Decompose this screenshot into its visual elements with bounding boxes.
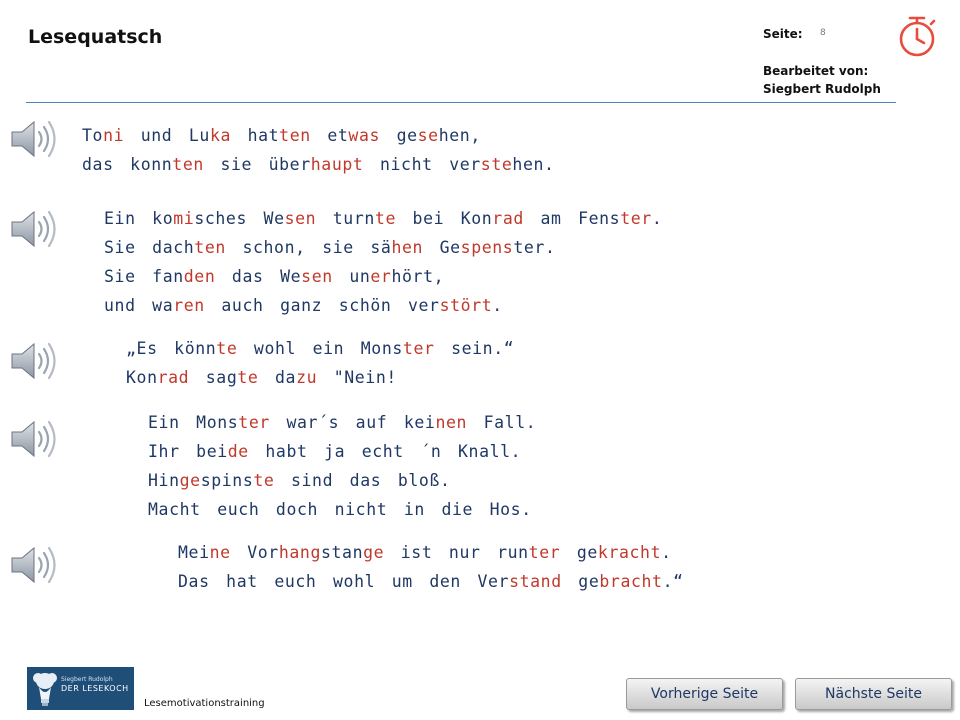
syllable: habt [265, 442, 308, 461]
syllable: Mons [196, 413, 239, 432]
syllable: run [497, 543, 529, 562]
highlighted-syllable: ka [209, 126, 232, 145]
verse-line [148, 466, 536, 495]
speaker-icon[interactable] [8, 204, 58, 254]
word-space [333, 471, 344, 490]
syllable: konn [130, 155, 173, 174]
syllable: ein [312, 339, 345, 358]
stanza-4 [148, 408, 536, 524]
syllable: ver [407, 296, 440, 315]
verse-line [126, 363, 514, 392]
word-space [344, 339, 355, 358]
word-space [425, 500, 436, 519]
highlighted-syllable: hen [391, 238, 424, 257]
highlighted-syllable: rad [157, 368, 190, 387]
syllable: Sie [104, 267, 136, 286]
word-space [384, 543, 395, 562]
syllable: nicht [379, 155, 433, 174]
syllable: Sie [104, 238, 136, 257]
syllable: wa [152, 296, 174, 315]
word-space [524, 209, 535, 228]
highlighted-syllable: sen [284, 209, 317, 228]
syllable: hen, [438, 126, 481, 145]
word-space [354, 238, 365, 257]
syllable: „Es [126, 339, 158, 358]
syllable: und [140, 126, 173, 145]
highlighted-syllable: ste [480, 155, 513, 174]
syllable: sein.“ [451, 339, 515, 358]
word-space [423, 238, 434, 257]
verse-line [178, 567, 684, 596]
syllable: turn [332, 209, 375, 228]
syllable: Mei [178, 543, 210, 562]
word-space [264, 267, 275, 286]
word-space [318, 500, 329, 519]
word-space [316, 572, 327, 591]
syllable: sag [205, 368, 238, 387]
syllable: un [349, 267, 371, 286]
syllable: echt [361, 442, 404, 461]
word-space [435, 339, 446, 358]
syllable: schon, [242, 238, 306, 257]
word-space [231, 543, 242, 562]
lesekoch-logo[interactable] [27, 667, 134, 710]
syllable: fan [152, 267, 184, 286]
highlighted-syllable: ter [620, 209, 652, 228]
syllable: ter. [513, 238, 556, 257]
syllable: stan [320, 543, 364, 562]
verse-line [82, 121, 555, 150]
stopwatch-icon[interactable] [896, 14, 938, 58]
word-space [258, 572, 269, 591]
word-space [387, 413, 398, 432]
word-space [136, 209, 147, 228]
stanza-1 [82, 121, 555, 179]
word-space [189, 368, 200, 387]
syllable: die [441, 500, 474, 519]
syllable: ge [396, 126, 418, 145]
syllable: We [280, 267, 302, 286]
syllable: ja [324, 442, 346, 461]
word-space [387, 500, 398, 519]
syllable: könn [174, 339, 217, 358]
highlighted-syllable: rad [492, 209, 524, 228]
highlighted-syllable: ren [173, 296, 205, 315]
syllable: et [327, 126, 349, 145]
syllable: euch [217, 500, 260, 519]
word-space [562, 572, 573, 591]
editor-name: Siegbert Rudolph [763, 82, 881, 96]
syllable: ge [576, 543, 598, 562]
syllable: da [275, 368, 297, 387]
syllable: . [651, 209, 663, 228]
highlighted-syllable: hang [278, 543, 321, 562]
verse-line [148, 437, 536, 466]
highlighted-syllable: ter [238, 413, 270, 432]
syllable: um [391, 572, 413, 591]
word-space [345, 442, 356, 461]
syllable: ko [152, 209, 174, 228]
syllable: Vor [247, 543, 279, 562]
word-space [333, 267, 344, 286]
word-space [114, 155, 125, 174]
highlighted-syllable: te [374, 209, 396, 228]
speaker-icon[interactable] [8, 540, 58, 590]
word-space [467, 413, 478, 432]
highlighted-syllable: mi [173, 209, 195, 228]
syllable: nur [448, 543, 481, 562]
word-space [375, 572, 386, 591]
syllable: den [429, 572, 461, 591]
word-space [201, 500, 212, 519]
word-space [210, 572, 221, 591]
syllable: Das [178, 572, 210, 591]
highlighted-syllable: te [253, 471, 275, 490]
word-space [308, 442, 319, 461]
syllable: das [82, 155, 114, 174]
syllable: hen. [512, 155, 555, 174]
word-space [441, 442, 452, 461]
syllable: Ein [148, 413, 180, 432]
highlighted-syllable: se [417, 126, 439, 145]
highlighted-syllable: ten [172, 155, 204, 174]
highlighted-syllable: nen [435, 413, 468, 432]
word-space [252, 155, 263, 174]
syllable: .“ [662, 572, 684, 591]
word-space [317, 368, 328, 387]
word-space [311, 126, 322, 145]
word-space [180, 413, 191, 432]
syllable: nicht [334, 500, 388, 519]
word-space [306, 238, 317, 257]
word-space [205, 296, 216, 315]
syllable: am [540, 209, 562, 228]
word-space [461, 572, 472, 591]
word-space [396, 209, 407, 228]
highlighted-syllable: stand [509, 572, 562, 591]
syllable: . [661, 543, 672, 562]
syllable: auf [355, 413, 388, 432]
syllable: ganz [280, 296, 323, 315]
highlighted-syllable: ge [363, 543, 385, 562]
verse-line [148, 495, 536, 524]
word-space [562, 209, 573, 228]
word-space [391, 296, 402, 315]
syllable: spins [200, 471, 254, 490]
syllable: doch [275, 500, 319, 519]
highlighted-syllable: haupt [310, 155, 364, 174]
word-space [339, 413, 350, 432]
logo-brand: DER LESEKOCH [61, 684, 129, 693]
verse-line [104, 233, 662, 262]
speaker-icon[interactable] [8, 414, 58, 464]
syllable: das [231, 267, 264, 286]
word-space [247, 209, 258, 228]
word-space [473, 500, 484, 519]
syllable: . [492, 296, 503, 315]
syllable: das [349, 471, 382, 490]
syllable: dach [152, 238, 195, 257]
syllable: hat [247, 126, 280, 145]
word-space [481, 543, 492, 562]
word-space [215, 267, 226, 286]
stanza-5 [178, 538, 684, 596]
syllable: sie [220, 155, 253, 174]
syllable: We [263, 209, 285, 228]
syllable: Hin [148, 471, 180, 490]
syllable: euch [274, 572, 317, 591]
word-space [180, 442, 191, 461]
highlighted-syllable: ten [194, 238, 226, 257]
syllable: ge [578, 572, 600, 591]
word-space [226, 238, 237, 257]
verse-line [104, 204, 662, 233]
word-space [264, 296, 275, 315]
highlighted-syllable: er [370, 267, 392, 286]
highlighted-syllable: te [237, 368, 259, 387]
word-space [404, 442, 415, 461]
syllable: bei [196, 442, 228, 461]
word-space [249, 442, 260, 461]
syllable: sind [290, 471, 334, 490]
highlighted-syllable: ni [103, 126, 125, 145]
speaker-icon[interactable] [8, 114, 58, 164]
syllable: kei [403, 413, 436, 432]
verse-line [178, 538, 684, 567]
syllable: Ge [439, 238, 461, 257]
syllable: hört, [391, 267, 445, 286]
logo-author: Siegbert Rudolph [61, 676, 113, 683]
word-space [296, 339, 307, 358]
syllable: sches [194, 209, 247, 228]
syllable: ist [400, 543, 433, 562]
next-page-button[interactable]: Nächste Seite [795, 678, 952, 710]
syllable: bloß. [397, 471, 451, 490]
syllable: ´n [420, 442, 442, 461]
syllable: wohl [253, 339, 297, 358]
syllable: bei [412, 209, 445, 228]
word-space [413, 572, 424, 591]
word-space [560, 543, 571, 562]
word-space [136, 267, 147, 286]
syllable: sä [370, 238, 392, 257]
highlighted-syllable: ter [402, 339, 435, 358]
page-number: 8 [820, 28, 826, 38]
highlighted-syllable: ter [528, 543, 561, 562]
highlighted-syllable: kracht [597, 543, 662, 562]
word-space [204, 155, 215, 174]
syllable: war´s [286, 413, 340, 432]
word-space [316, 209, 327, 228]
syllable: Macht [148, 500, 201, 519]
editor-label: Bearbeitet von: [763, 64, 869, 78]
syllable: Lu [188, 126, 210, 145]
speaker-icon[interactable] [8, 336, 58, 386]
word-space [432, 543, 443, 562]
highlighted-syllable: spens [460, 238, 514, 257]
syllable: Ihr [148, 442, 180, 461]
word-space [433, 155, 444, 174]
word-space [231, 126, 242, 145]
word-space [270, 413, 281, 432]
syllable: sie [322, 238, 354, 257]
verse-line [148, 408, 536, 437]
syllable: Kon [460, 209, 493, 228]
highlighted-syllable: bracht [599, 572, 663, 591]
word-space [237, 339, 248, 358]
word-space [363, 155, 374, 174]
page-title: Lesequatsch [28, 26, 163, 48]
verse-line [126, 334, 514, 363]
word-space [322, 296, 333, 315]
syllable: Kon [126, 368, 158, 387]
word-space [124, 126, 135, 145]
word-space [158, 339, 169, 358]
word-space [381, 471, 392, 490]
syllable: To [82, 126, 104, 145]
syllable: Fens [578, 209, 621, 228]
syllable: Ein [104, 209, 136, 228]
lightbulb-chef-icon [27, 667, 61, 710]
word-space [172, 126, 183, 145]
word-space [136, 296, 147, 315]
highlighted-syllable: zu [296, 368, 318, 387]
syllable: Ver [477, 572, 510, 591]
syllable: Mons [360, 339, 403, 358]
stanza-2 [104, 204, 662, 320]
word-space [258, 368, 269, 387]
previous-page-button[interactable]: Vorherige Seite [626, 678, 783, 710]
word-space [259, 500, 270, 519]
highlighted-syllable: stört [439, 296, 493, 315]
syllable: schön [338, 296, 392, 315]
syllable: "Nein! [333, 368, 397, 387]
verse-line [104, 291, 662, 320]
highlighted-syllable: was [348, 126, 381, 145]
word-space [136, 238, 147, 257]
word-space [444, 209, 455, 228]
highlighted-syllable: den [183, 267, 216, 286]
highlighted-syllable: sen [301, 267, 333, 286]
header-divider [26, 102, 896, 103]
verse-line [82, 150, 555, 179]
stanza-3 [126, 334, 514, 392]
highlighted-syllable: ge [179, 471, 201, 490]
footer-label: Lesemotivationstraining [144, 698, 265, 709]
syllable: Hos. [489, 500, 532, 519]
verse-line [104, 262, 662, 291]
page-label: Seite: [763, 27, 803, 41]
syllable: wohl [333, 572, 376, 591]
syllable: in [403, 500, 425, 519]
word-space [274, 471, 285, 490]
syllable: auch [221, 296, 264, 315]
highlighted-syllable: de [227, 442, 249, 461]
syllable: Knall. [458, 442, 522, 461]
syllable: ver [449, 155, 481, 174]
highlighted-syllable: te [216, 339, 238, 358]
syllable: über [268, 155, 311, 174]
highlighted-syllable: ne [209, 543, 231, 562]
word-space [380, 126, 391, 145]
syllable: Fall. [483, 413, 537, 432]
highlighted-syllable: ten [279, 126, 311, 145]
syllable: und [104, 296, 136, 315]
syllable: hat [226, 572, 258, 591]
